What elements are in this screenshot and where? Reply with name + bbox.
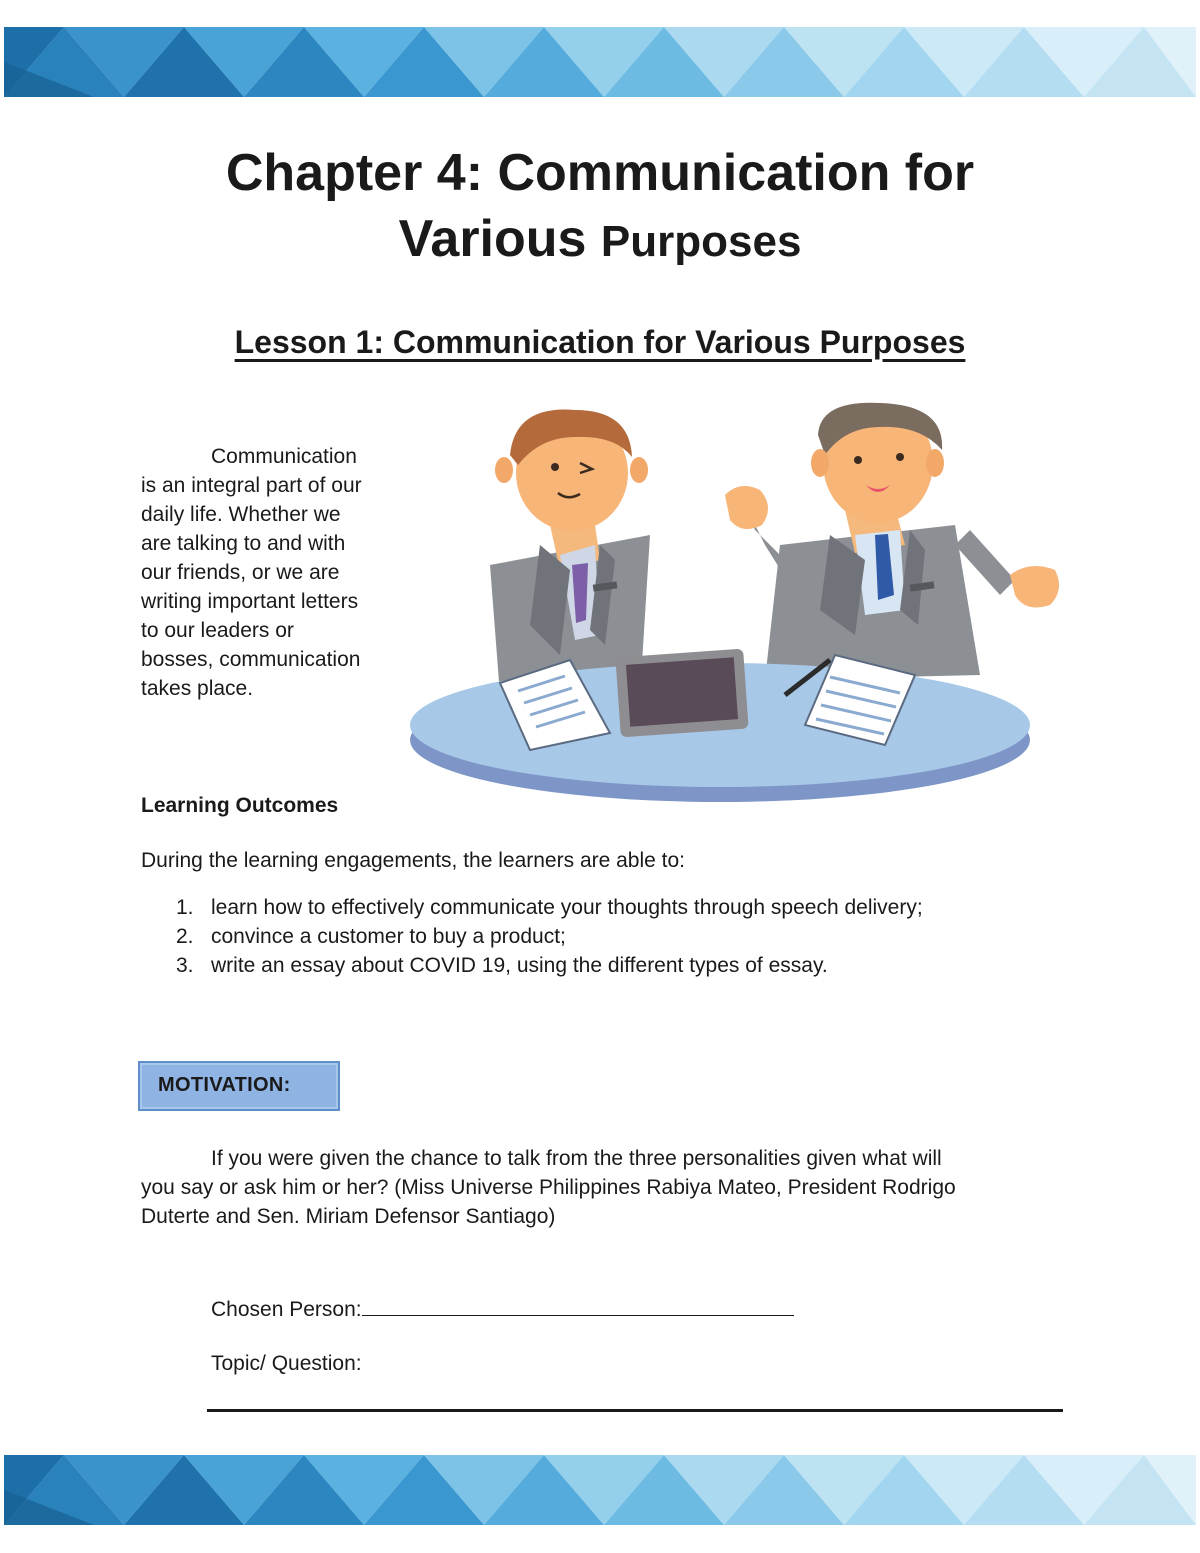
list-item-number: 3. <box>176 954 194 977</box>
intro-line: writing important letters <box>141 590 359 613</box>
chapter-title <box>0 140 1200 275</box>
intro-line: to our leaders or <box>141 619 294 642</box>
list-item-text: learn how to effectively communicate your thoughts through speech delivery; <box>211 896 923 919</box>
intro-line: is an integral part of our <box>141 474 362 497</box>
motivation-line: Duterte and Sen. Miriam Defensor Santiago) <box>141 1205 556 1228</box>
lesson-title: Lesson 1: Communication for Various Purposes <box>234 324 966 360</box>
learning-outcomes-list <box>141 893 923 980</box>
chapter-title-word-purposes: Purposes <box>600 217 802 266</box>
list-item-number: 1. <box>176 896 194 919</box>
intro-line: bosses, communication <box>141 648 361 671</box>
list-item <box>141 893 923 922</box>
meeting-illustration-graphic <box>400 395 1070 815</box>
motivation-label: MOTIVATION: <box>158 1074 291 1096</box>
list-item-text: convince a customer to buy a product; <box>211 925 566 948</box>
top-banner <box>4 27 1196 97</box>
list-item <box>141 951 923 980</box>
motivation-line: If you were given the chance to talk from the three personalities given what will <box>211 1147 942 1170</box>
bottom-banner <box>4 1455 1196 1525</box>
list-item-number: 2. <box>176 925 194 948</box>
intro-paragraph <box>141 442 393 703</box>
intro-line: Communication <box>211 445 357 468</box>
topic-question-field <box>211 1351 362 1377</box>
motivation-paragraph <box>141 1144 1071 1231</box>
motivation-box <box>138 1061 340 1111</box>
intro-line: takes place. <box>141 677 254 700</box>
chosen-person-blank[interactable] <box>362 1293 794 1316</box>
topic-question-answer-line[interactable] <box>207 1409 1063 1412</box>
list-item-text: write an essay about COVID 19, using the different types of essay. <box>211 954 828 977</box>
intro-line: our friends, or we are <box>141 561 340 584</box>
chapter-title-line1: Chapter 4: Communication for <box>225 144 975 202</box>
top-banner-graphic <box>4 27 1196 97</box>
intro-line: daily life. Whether we <box>141 503 341 526</box>
topic-question-label: Topic/ Question: <box>211 1352 362 1375</box>
learning-outcomes-lead: During the learning engagements, the learners are able to: <box>141 849 686 872</box>
motivation-line: you say or ask him or her? (Miss Universe Philippines Rabiya Mateo, President Rodrigo <box>141 1176 956 1199</box>
intro-line: are talking to and with <box>141 532 346 555</box>
chapter-title-word-various: Various <box>398 210 587 268</box>
bottom-banner-graphic <box>4 1455 1196 1525</box>
chosen-person-field <box>211 1293 794 1323</box>
list-item <box>141 922 923 951</box>
business-meeting-illustration <box>400 395 1070 820</box>
chosen-person-label: Chosen Person: <box>211 1298 362 1321</box>
learning-outcomes-heading: Learning Outcomes <box>141 794 339 817</box>
